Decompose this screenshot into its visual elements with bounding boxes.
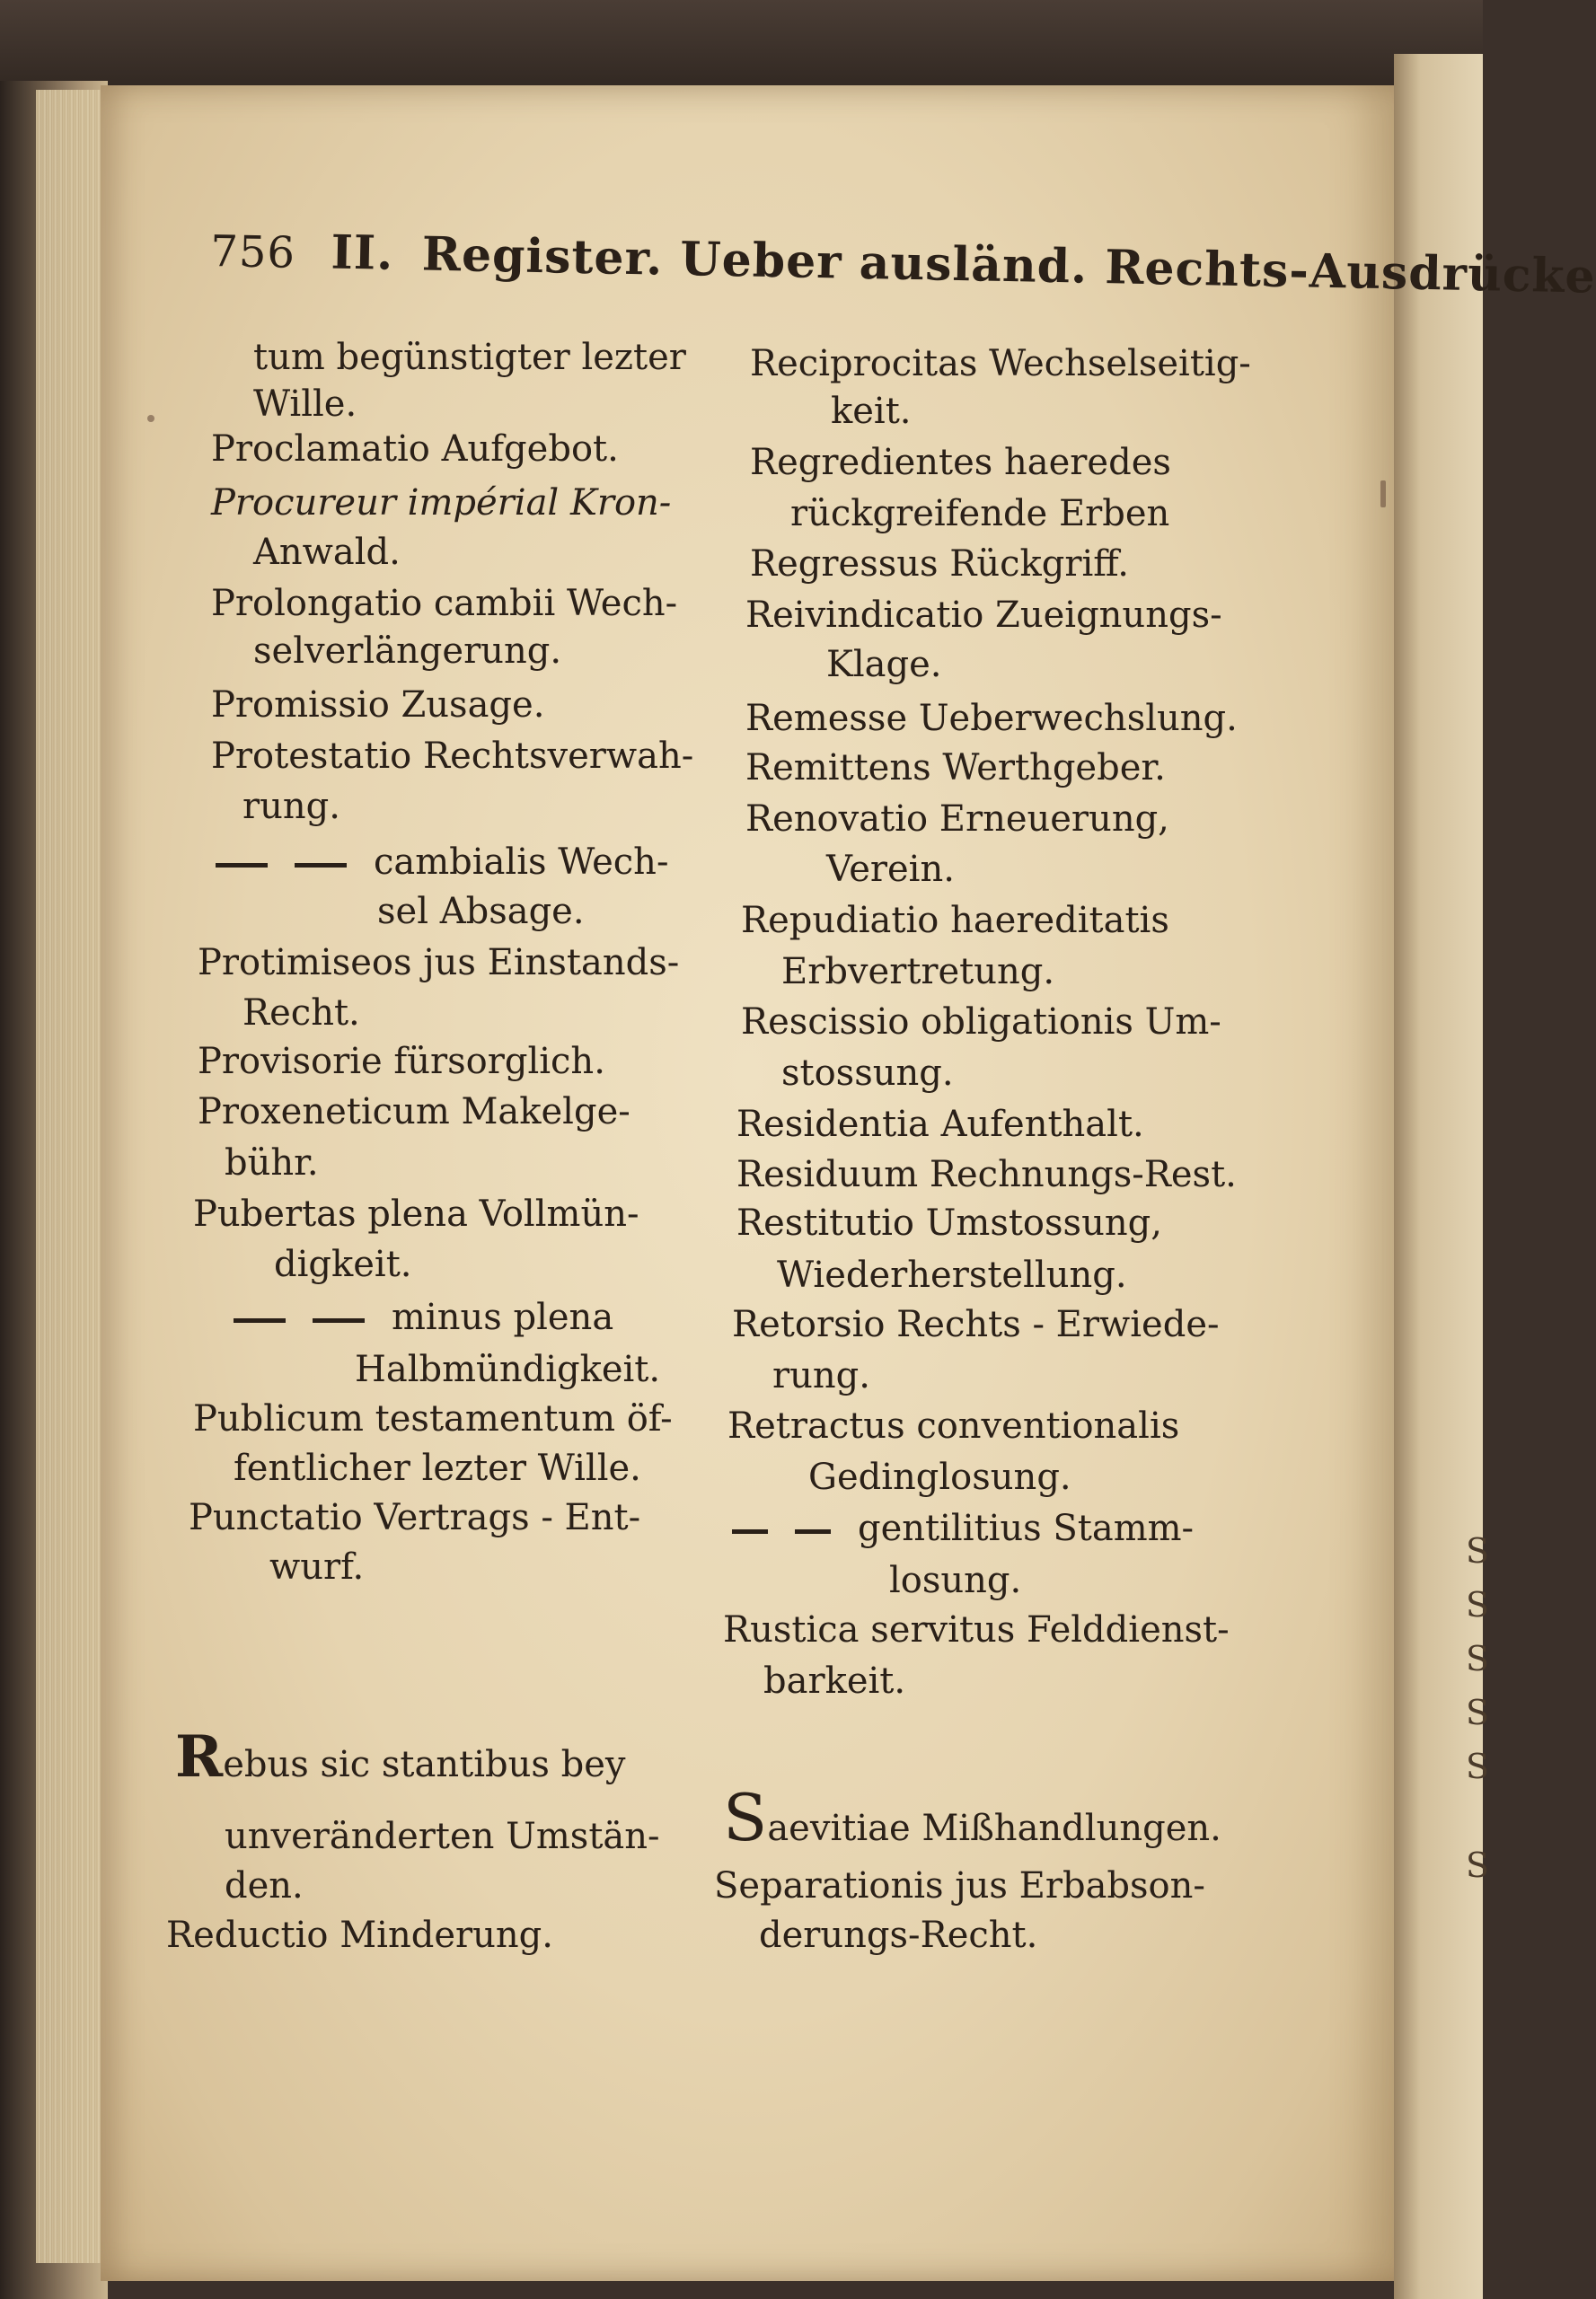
- entry-line: rung.: [772, 1355, 870, 1396]
- dash-rule: [216, 863, 268, 868]
- dash-rule: [732, 1529, 768, 1534]
- entry-line: Recht.: [242, 992, 360, 1034]
- entry-line: Pubertas plena Vollmün-: [193, 1194, 639, 1235]
- entry-line: Reductio Minderung.: [166, 1915, 553, 1956]
- entry-line: Rustica servitus Felddienst-: [723, 1609, 1230, 1651]
- entry-line: Prolongatio cambii Wech-: [211, 583, 678, 624]
- margin-glyph: S: [1466, 1845, 1490, 1885]
- entry-line: losung.: [889, 1560, 1022, 1601]
- entry-line: Retractus conventionalis: [727, 1405, 1180, 1447]
- entry-line: rung.: [242, 786, 340, 827]
- entry-line: barkeit.: [763, 1660, 906, 1702]
- entry-line: wurf.: [269, 1546, 365, 1588]
- entry-line: Publicum testamentum öf-: [193, 1398, 673, 1440]
- entry-line: Punctatio Vertrags - Ent-: [189, 1497, 641, 1538]
- entry-line: Regressus Rückgriff.: [750, 543, 1129, 585]
- dash-rule: [295, 863, 347, 868]
- entry-line: rückgreifende Erben: [790, 493, 1170, 534]
- entry-line: keit.: [831, 391, 912, 432]
- entry-line: selverlängerung.: [253, 630, 562, 672]
- entry-line: Gedinglosung.: [808, 1457, 1071, 1498]
- entry-line: Remesse Ueberwechslung.: [745, 698, 1238, 739]
- book-cover-top: [0, 0, 1483, 99]
- entry-line: Wille.: [253, 383, 357, 425]
- entry-line: derungs-Recht.: [759, 1915, 1038, 1956]
- dash-rule: [234, 1318, 286, 1323]
- entry-line: Repudiatio haereditatis: [741, 900, 1169, 941]
- facing-page-edge: [1394, 54, 1483, 2299]
- entry-line: sel Absage.: [377, 891, 585, 932]
- entry-line: Erbvertretung.: [781, 951, 1055, 992]
- entry-line: Klage.: [826, 644, 942, 685]
- entry-line: Protestatio Rechtsverwah-: [211, 736, 694, 777]
- entry-line: fentlicher lezter Wille.: [234, 1448, 641, 1489]
- entry-line: cambialis Wech-: [374, 841, 669, 883]
- entry-line: bühr.: [225, 1142, 319, 1184]
- entry-line: tum begünstigter lezter: [253, 337, 686, 378]
- entry-line: unveränderten Umstän-: [225, 1816, 660, 1857]
- entry-line: minus plena: [392, 1297, 614, 1338]
- entry-line: Separationis jus Erbabson-: [714, 1865, 1205, 1907]
- entry-line: Halbmündigkeit.: [355, 1349, 661, 1390]
- entry-line: Residentia Aufenthalt.: [736, 1104, 1144, 1145]
- margin-glyph: S: [1466, 1531, 1490, 1571]
- entry-line: Residuum Rechnungs-Rest.: [736, 1154, 1237, 1195]
- entry-line: Procureur impérial Kron-: [211, 482, 672, 524]
- entry-line: Reciprocitas Wechselseitig-: [750, 343, 1251, 384]
- entry-line: Promissio Zusage.: [211, 684, 545, 726]
- entry-line: stossung.: [781, 1053, 954, 1094]
- margin-glyph: S: [1466, 1585, 1490, 1625]
- dash-rule: [795, 1529, 831, 1534]
- entry-line: Proclamatio Aufgebot.: [211, 428, 619, 470]
- margin-glyph: S: [1466, 1639, 1490, 1678]
- entry-line: Protimiseos jus Einstands-: [198, 942, 680, 983]
- entry-line: Rescissio obligationis Um-: [741, 1001, 1221, 1043]
- entry-line: Anwald.: [253, 532, 401, 573]
- entry-line: digkeit.: [274, 1244, 412, 1285]
- margin-glyph: S: [1466, 1747, 1490, 1786]
- entry-line: Retorsio Rechts - Erwiede-: [732, 1304, 1220, 1345]
- dash-rule: [313, 1318, 365, 1323]
- entry-line: gentilitius Stamm-: [858, 1508, 1195, 1549]
- initial-r: R: [175, 1723, 224, 1791]
- margin-glyph: S: [1466, 1693, 1490, 1732]
- entry-line: Regredientes haeredes: [750, 442, 1171, 483]
- entry-line: Remittens Werthgeber.: [745, 747, 1166, 788]
- entry-line: Reivindicatio Zueignungs-: [745, 595, 1222, 636]
- entry-line: Verein.: [826, 849, 955, 890]
- page-title: Register. Ueber ausländ. Rechts-Ausdrücke: [421, 226, 1596, 304]
- page-number: 756: [209, 225, 296, 278]
- initial-s: S: [723, 1780, 768, 1855]
- entry-line: den.: [225, 1865, 304, 1907]
- entry-line: Wiederherstellung.: [777, 1255, 1127, 1296]
- entry-line: Restitutio Umstossung,: [736, 1202, 1162, 1244]
- section-number: II.: [330, 225, 394, 281]
- entry-line: Proxeneticum Makelge-: [198, 1091, 630, 1132]
- entry-line: aevitiae Mißhandlungen.: [767, 1808, 1221, 1849]
- entry-line: Renovatio Erneuerung,: [745, 798, 1169, 840]
- entry-line: ebus sic stantibus bey: [223, 1744, 626, 1785]
- entry-line: Provisorie fürsorglich.: [198, 1041, 605, 1082]
